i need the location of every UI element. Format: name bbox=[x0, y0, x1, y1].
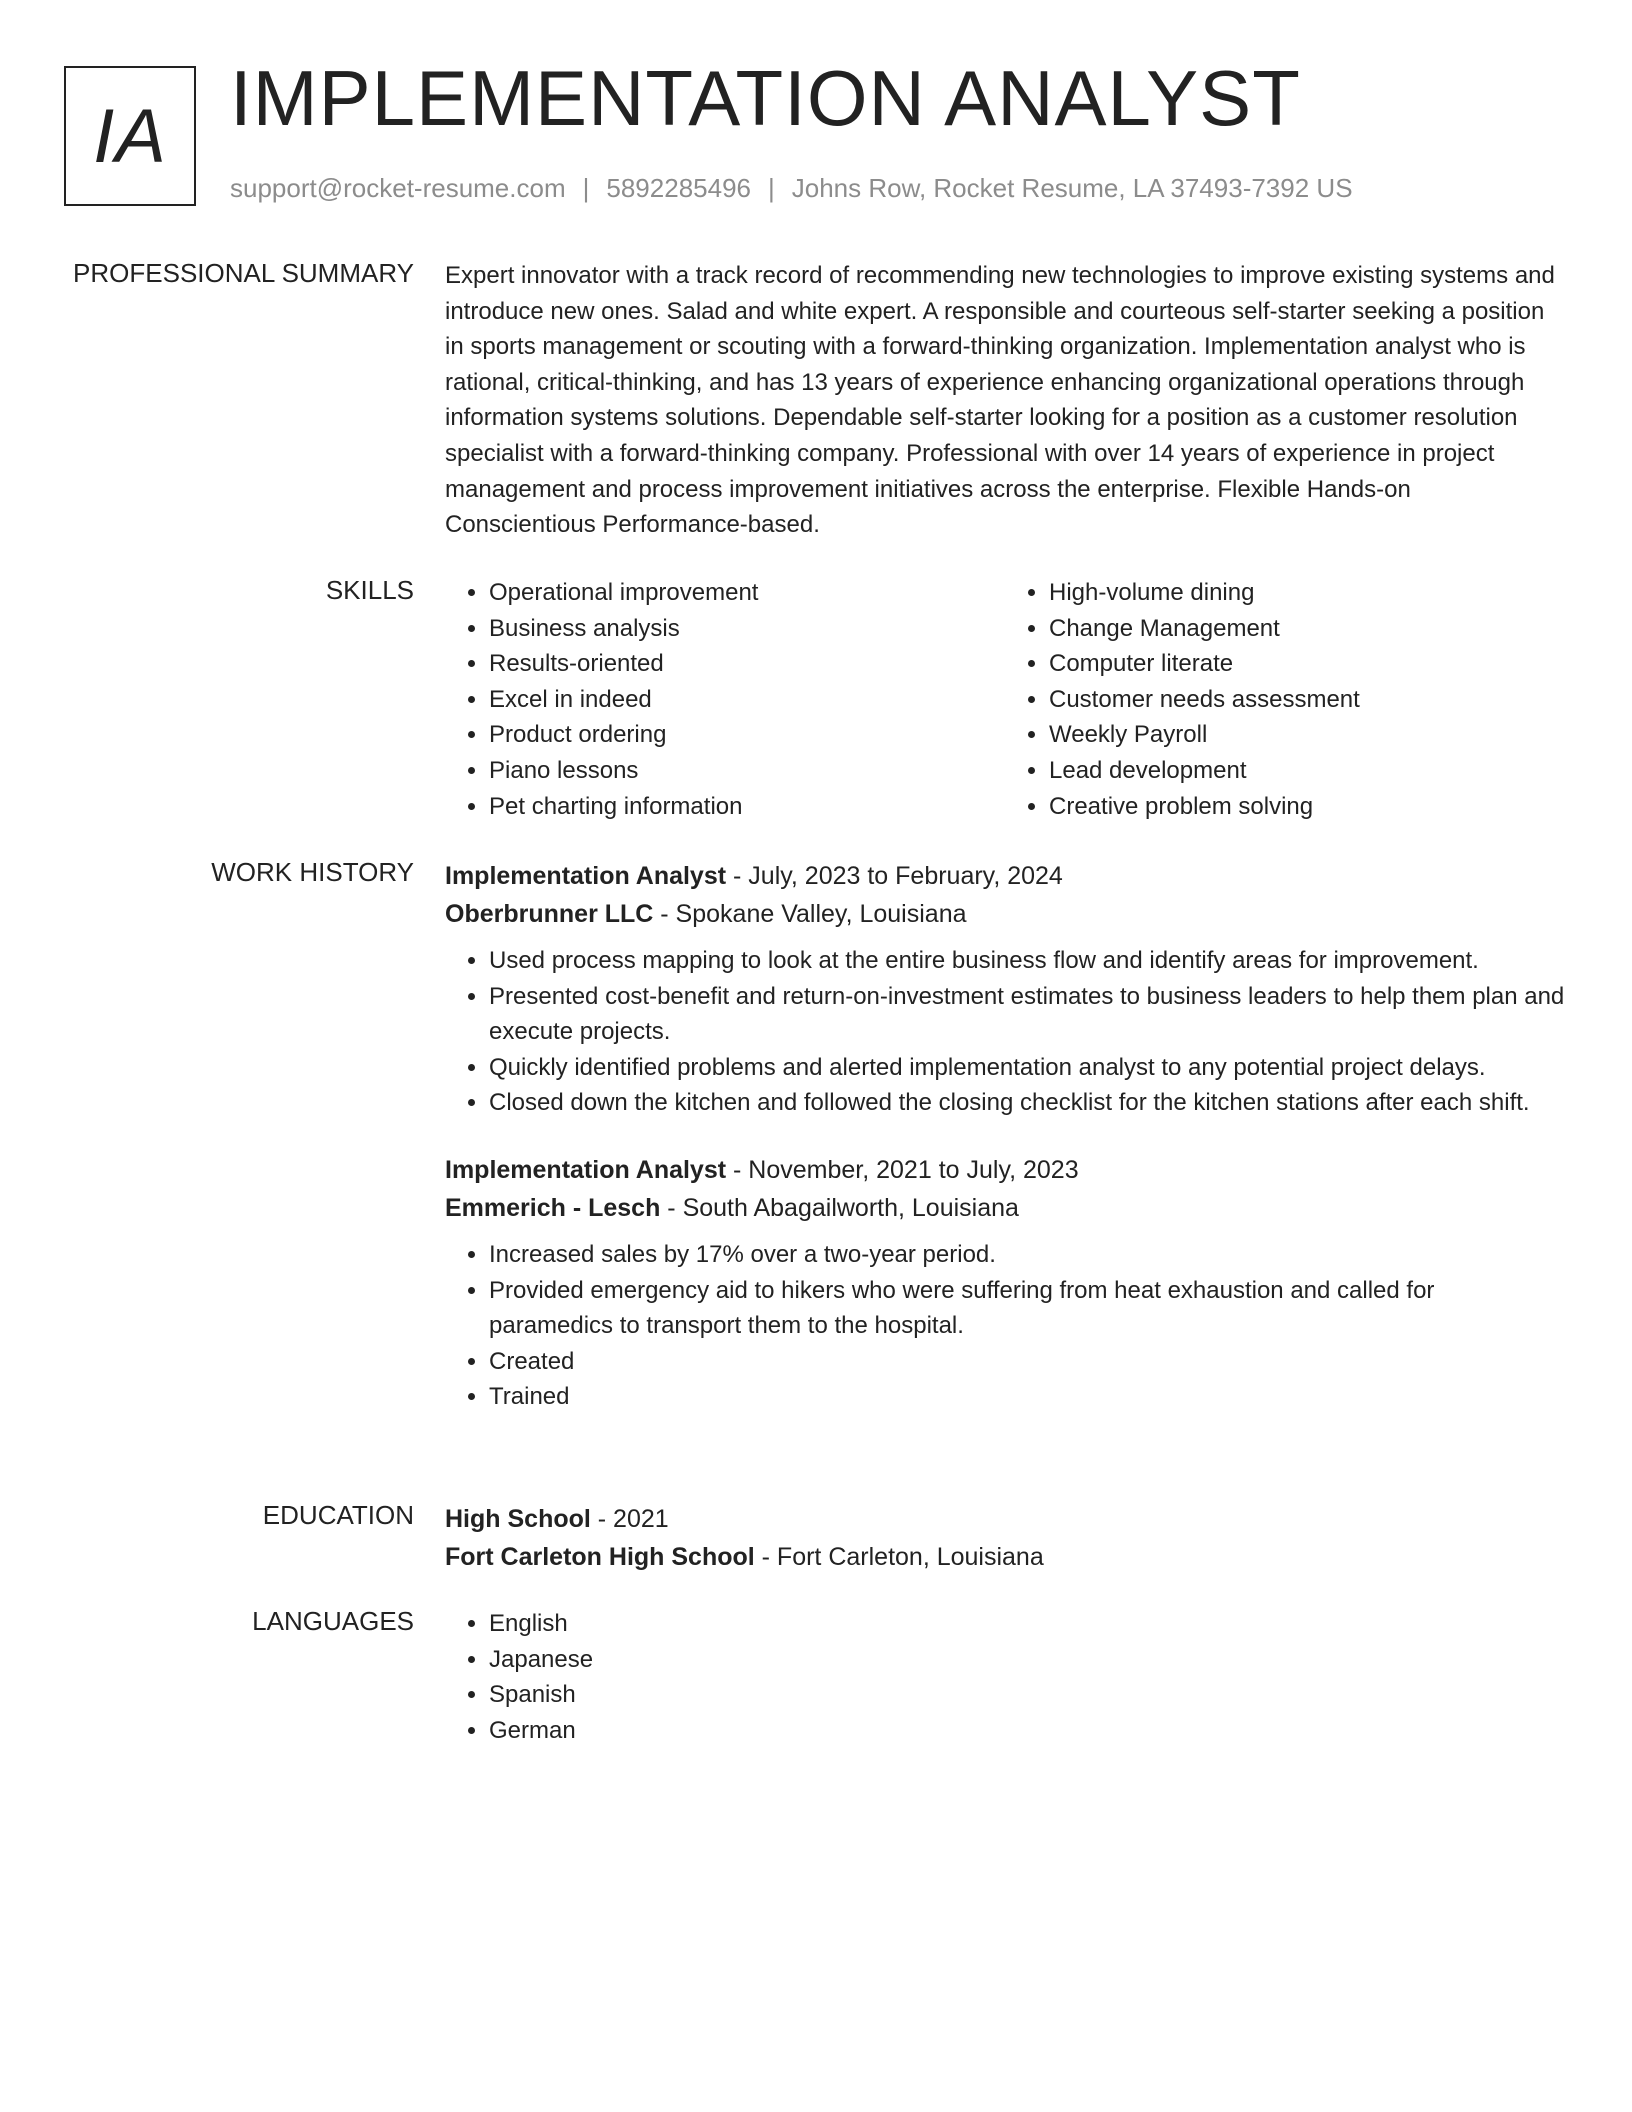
skills-list-left bbox=[445, 575, 1005, 824]
section-label-education: EDUCATION bbox=[262, 1500, 414, 1530]
list-item: • Japanese bbox=[489, 1642, 1565, 1678]
list-item: • Pet charting information bbox=[489, 789, 1005, 825]
job-entry bbox=[445, 1151, 1565, 1415]
job-location: - South Abagailworth, Louisiana bbox=[660, 1193, 1019, 1222]
list-item: • Business analysis bbox=[489, 611, 1005, 647]
job-title-line bbox=[445, 857, 1565, 895]
languages-list bbox=[445, 1606, 1565, 1748]
monogram-logo: IA bbox=[64, 66, 196, 206]
job-bullets bbox=[445, 943, 1565, 1121]
list-item: • Operational improvement bbox=[489, 575, 1005, 611]
contact-phone: 5892285496 bbox=[606, 173, 751, 203]
job-entry bbox=[445, 857, 1565, 1121]
list-item: • Creative problem solving bbox=[1049, 789, 1565, 825]
education-degree-line bbox=[445, 1500, 1565, 1538]
job-dates: - November, 2021 to July, 2023 bbox=[726, 1155, 1079, 1184]
list-item: • Provided emergency aid to hikers who were suffering from heat exhaustion and called for paramedics to transport them to the hospital. bbox=[489, 1273, 1565, 1344]
contact-line bbox=[230, 173, 1353, 204]
job-title-line bbox=[445, 1151, 1565, 1189]
job-title: Implementation Analyst bbox=[445, 862, 727, 890]
job-company-line bbox=[445, 1189, 1565, 1227]
languages-content bbox=[445, 1606, 1565, 1748]
resume-name: IMPLEMENTATION ANALYST bbox=[230, 54, 1301, 142]
education-year: - 2021 bbox=[590, 1505, 669, 1533]
list-item: • English bbox=[489, 1606, 1565, 1642]
education-school: Fort Carleton High School bbox=[445, 1543, 755, 1571]
education-school-line bbox=[445, 1538, 1565, 1576]
list-item: • Spanish bbox=[489, 1677, 1565, 1713]
list-item: • Piano lessons bbox=[489, 753, 1005, 789]
list-item: • Used process mapping to look at the entire business flow and identify areas for improvement. bbox=[489, 943, 1565, 979]
list-item: • Excel in indeed bbox=[489, 682, 1005, 718]
job-dates: - July, 2023 to February, 2024 bbox=[726, 862, 1063, 890]
list-item: • Created bbox=[489, 1344, 1565, 1380]
skills-columns bbox=[445, 575, 1565, 824]
job-company: Oberbrunner LLC bbox=[445, 900, 654, 928]
list-item: • Closed down the kitchen and followed the closing checklist for the kitchen stations after each shift. bbox=[489, 1085, 1565, 1121]
section-label-languages: LANGUAGES bbox=[252, 1606, 414, 1636]
skills-list-right bbox=[1005, 575, 1565, 824]
section-label-skills: SKILLS bbox=[325, 575, 414, 605]
contact-address: Johns Row, Rocket Resume, LA 37493-7392 US bbox=[791, 173, 1353, 203]
job-company-line bbox=[445, 895, 1565, 933]
education-location: - Fort Carleton, Louisiana bbox=[754, 1543, 1044, 1571]
list-item: • Lead development bbox=[1049, 753, 1565, 789]
job-company: Emmerich - Lesch bbox=[445, 1193, 661, 1222]
list-item: • Product ordering bbox=[489, 717, 1005, 753]
list-item: • Computer literate bbox=[1049, 646, 1565, 682]
contact-separator: | bbox=[768, 173, 775, 203]
section-label-work-history: WORK HISTORY bbox=[211, 857, 414, 887]
work-history-content bbox=[445, 857, 1565, 1415]
list-item: • Results-oriented bbox=[489, 646, 1005, 682]
section-label-summary: PROFESSIONAL SUMMARY bbox=[73, 258, 414, 288]
list-item: • German bbox=[489, 1713, 1565, 1749]
job-title: Implementation Analyst bbox=[445, 1155, 727, 1184]
education-degree: High School bbox=[445, 1505, 591, 1533]
list-item: • Trained bbox=[489, 1379, 1565, 1415]
list-item: • Quickly identified problems and alerted implementation analyst to any potential project delays. bbox=[489, 1050, 1565, 1086]
summary-text: Expert innovator with a track record of recommending new technologies to improve existing systems and introduce new ones. Salad and white expert. A responsible and courteous self-starter seeking a position in sports management or scouting with a forward-thinking organization. Implementation analyst who is rational, critical-thinking, and has 13 years of experience enhancing organizational operations through information systems solutions. Dependable self-starter looking for a position as a customer resolution specialist with a forward-thinking company. Professional with over 14 years of experience in project management and process improvement initiatives across the enterprise. Flexible Hands-on Conscientious Performance-based. bbox=[445, 262, 1555, 539]
list-item: • Customer needs assessment bbox=[1049, 682, 1565, 718]
list-item: • Weekly Payroll bbox=[1049, 717, 1565, 753]
contact-separator: | bbox=[582, 173, 590, 203]
list-item: • High-volume dining bbox=[1049, 575, 1565, 611]
education-content bbox=[445, 1500, 1565, 1576]
list-item: • Increased sales by 17% over a two-year period. bbox=[489, 1237, 1565, 1273]
list-item: • Presented cost-benefit and return-on-investment estimates to business leaders to help them plan and execute projects. bbox=[489, 979, 1565, 1050]
job-location: - Spokane Valley, Louisiana bbox=[653, 900, 967, 928]
job-bullets bbox=[445, 1237, 1565, 1415]
list-item: • Change Management bbox=[1049, 611, 1565, 647]
contact-email: support@rocket-resume.com bbox=[230, 173, 566, 203]
